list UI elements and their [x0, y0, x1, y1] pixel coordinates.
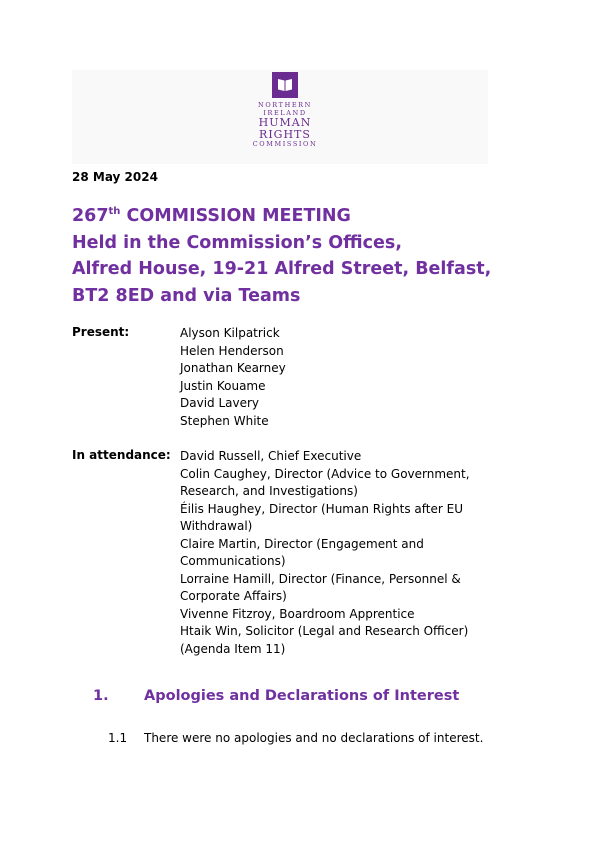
meeting-date: 28 May 2024 — [72, 170, 158, 184]
present-name: Jonathan Kearney — [180, 361, 286, 375]
heading-line-2: Held in the Commission’s Offices, — [72, 232, 402, 253]
section-title: Apologies and Declarations of Interest — [144, 688, 460, 704]
present-name: David Lavery — [180, 396, 260, 410]
attendance-line: Vivenne Fitzroy, Boardroom Apprentice — [180, 606, 415, 621]
logo-line-commission: COMMISSION — [252, 140, 318, 148]
attendance-line: Research, and Investigations) — [180, 484, 358, 498]
attendance-line: Claire Martin, Director (Engagement and — [180, 536, 424, 551]
logo-line-ireland: IRELAND — [263, 108, 307, 117]
section-number: 1. — [93, 688, 109, 704]
attendance-line: Communications) — [180, 554, 286, 568]
present-list — [180, 325, 510, 430]
attendance-line: Corporate Affairs) — [180, 589, 287, 603]
paragraph-text: There were no apologies and no declarations of interest. — [144, 731, 484, 745]
heading-line-4: BT2 8ED and via Teams — [72, 285, 301, 306]
meeting-number: 267 — [72, 206, 109, 226]
attendance-line: Withdrawal) — [180, 519, 253, 533]
book-icon — [272, 72, 298, 98]
present-name: Helen Henderson — [180, 343, 284, 358]
meeting-number-suffix: th — [108, 206, 121, 218]
attendance-line: Éilis Haughey, Director (Human Rights after EU — [180, 501, 463, 516]
attendance-line: (Agenda Item 11) — [180, 641, 286, 656]
present-name: Stephen White — [180, 413, 269, 428]
paragraph-number: 1.1 — [108, 731, 128, 745]
present-name: Justin Kouame — [180, 378, 266, 393]
logo-line-human: HUMAN — [258, 116, 312, 129]
meeting-heading — [72, 203, 542, 309]
attendance-line: Lorraine Hamill, Director (Finance, Personnel & — [180, 571, 461, 586]
attendance-list — [180, 448, 510, 658]
present-name: Alyson Kilpatrick — [180, 326, 280, 340]
heading-line-1 — [72, 203, 542, 230]
logo-line-rights: RIGHTS — [259, 128, 311, 141]
attendance-line: Colin Caughey, Director (Advice to Government, — [180, 466, 470, 481]
heading-title: COMMISSION MEETING — [120, 206, 351, 226]
heading-line-3: Alfred House, 19-21 Alfred Street, Belfast, — [72, 259, 492, 279]
present-label: Present: — [72, 325, 130, 339]
attendance-label: In attendance: — [72, 448, 171, 462]
attendance-line: Htaik Win, Solicitor (Legal and Research Officer) — [180, 624, 469, 638]
attendance-line: David Russell, Chief Executive — [180, 449, 362, 463]
logo-line-northern: NORTHERN — [258, 101, 312, 109]
commission-logo — [240, 72, 330, 148]
